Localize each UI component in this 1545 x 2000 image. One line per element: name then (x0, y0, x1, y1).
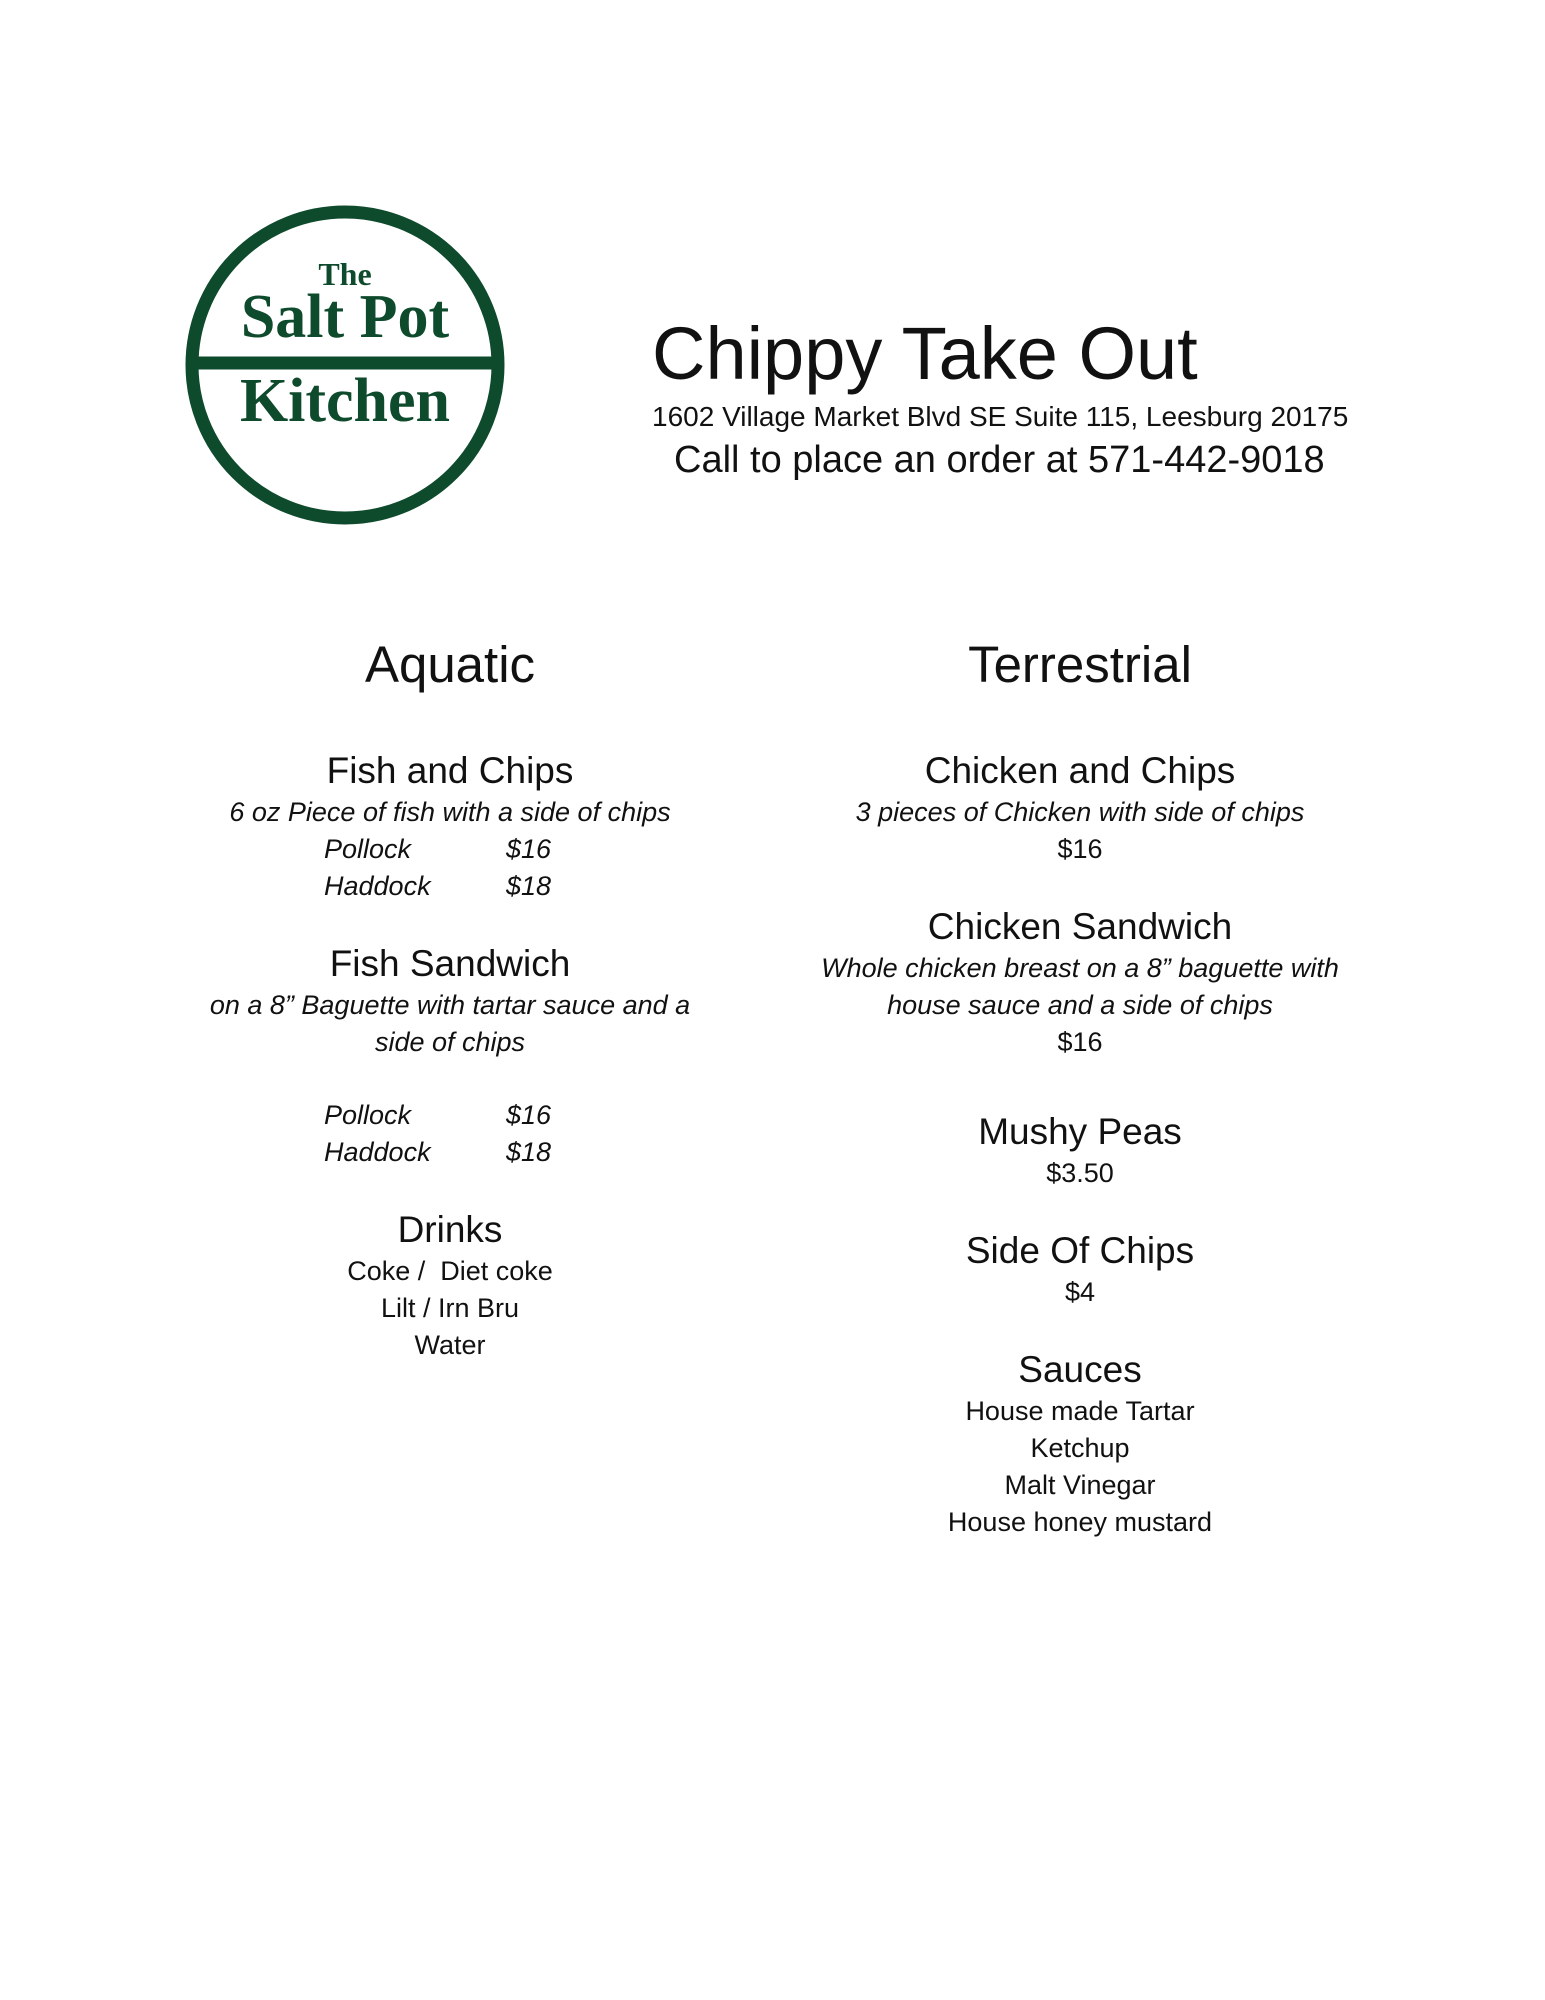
item-description: Whole chicken breast on a 8” baguette with house sauce and a side of chips (821, 953, 1339, 1020)
logo-text-kitchen: Kitchen (239, 367, 451, 435)
item-name: Fish and Chips (326, 750, 574, 791)
item-price: $16 (1057, 834, 1103, 864)
item-name: Chicken and Chips (924, 750, 1236, 791)
item-price: $3.50 (1046, 1158, 1114, 1188)
fish-sandwich-item (180, 941, 720, 1171)
sauce-option: House made Tartar (965, 1396, 1195, 1426)
aquatic-heading: Aquatic (364, 636, 536, 693)
drink-option: Water (414, 1330, 486, 1360)
item-name: Sauces (1018, 1349, 1142, 1390)
fish-and-chips-item (180, 748, 720, 905)
aquatic-column (180, 632, 720, 1400)
chicken-sandwich-item (800, 904, 1360, 1061)
fish-options (180, 1097, 720, 1171)
option-name: Pollock (324, 1100, 412, 1130)
chicken-and-chips-item (800, 748, 1360, 868)
sauce-option: Ketchup (1030, 1433, 1130, 1463)
sauce-option: House honey mustard (947, 1507, 1213, 1537)
item-description: on a 8” Baguette with tartar sauce and a side of chips (209, 990, 691, 1057)
option-name: Haddock (324, 1137, 431, 1167)
drinks-item (180, 1207, 720, 1364)
fish-options (180, 831, 720, 905)
logo-text-the: The (318, 256, 372, 292)
item-name: Side Of Chips (965, 1230, 1195, 1271)
option-price: $18 (506, 871, 552, 901)
option-price: $16 (506, 1100, 552, 1130)
drink-option: Lilt / Irn Bru (380, 1293, 520, 1323)
sauces-item (800, 1347, 1360, 1541)
option-name: Pollock (324, 834, 412, 864)
restaurant-address: 1602 Village Market Blvd SE Suite 115, Leesburg 20175 (652, 401, 1349, 432)
option-name: Haddock (324, 871, 431, 901)
item-price: $4 (1064, 1277, 1096, 1307)
item-name: Mushy Peas (978, 1111, 1182, 1152)
item-description: 3 pieces of Chicken with side of chips (855, 797, 1305, 827)
item-description: 6 oz Piece of fish with a side of chips (229, 797, 671, 827)
terrestrial-column (800, 632, 1360, 1577)
drink-option: Coke / Diet coke (347, 1256, 553, 1286)
option-price: $16 (506, 834, 552, 864)
sauce-option: Malt Vinegar (1004, 1470, 1156, 1500)
mushy-peas-item (800, 1109, 1360, 1192)
order-phone-line: Call to place an order at 571-442-9018 (674, 439, 1325, 481)
salt-pot-kitchen-logo (183, 203, 507, 527)
logo-text-salt-pot: Salt Pot (240, 283, 450, 351)
side-of-chips-item (800, 1228, 1360, 1311)
page-title: Chippy Take Out (652, 312, 1198, 395)
menu-header (640, 312, 1360, 482)
item-name: Fish Sandwich (329, 943, 571, 984)
item-name: Drinks (397, 1209, 503, 1250)
option-price: $18 (506, 1137, 552, 1167)
terrestrial-heading: Terrestrial (968, 636, 1192, 693)
item-name: Chicken Sandwich (927, 906, 1233, 947)
item-price: $16 (1057, 1027, 1103, 1057)
